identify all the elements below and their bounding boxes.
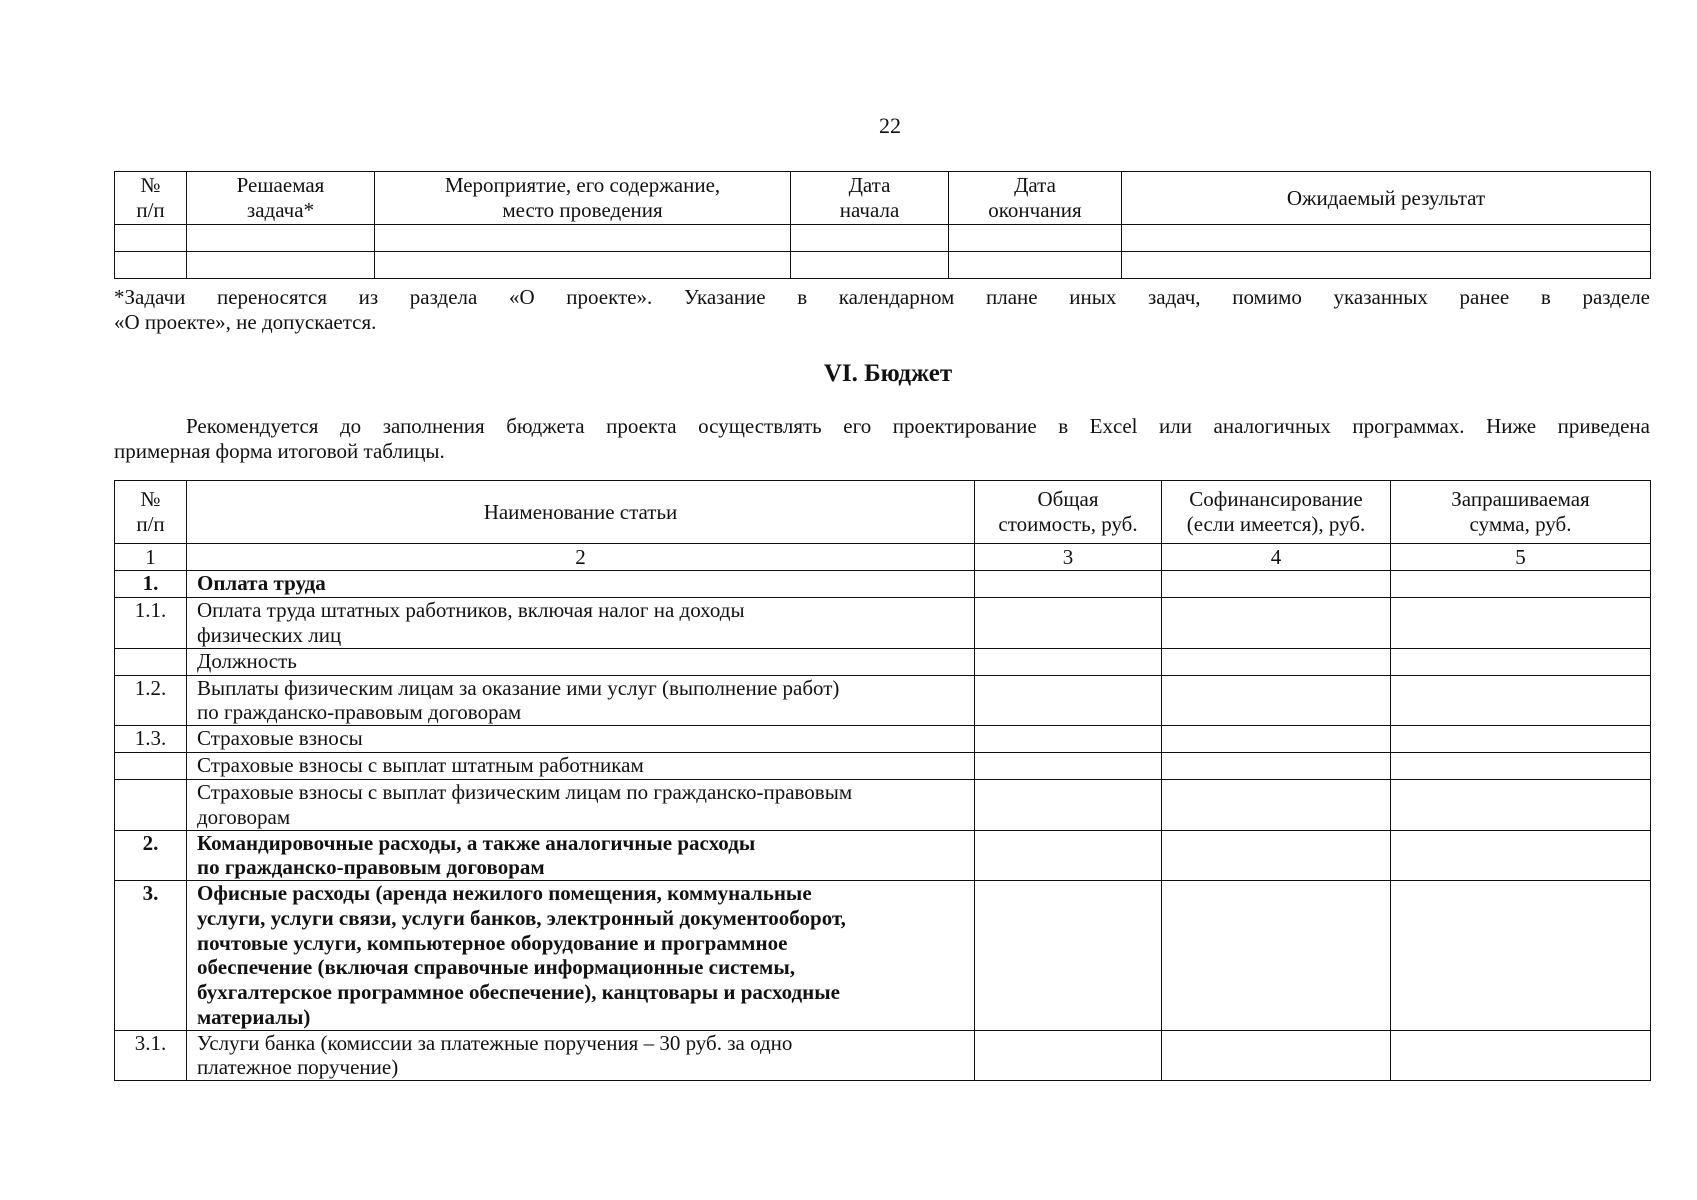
budget-header-cell: Запрашиваемая сумма, руб.: [1391, 481, 1651, 544]
budget-item-name: Оплата труда: [187, 571, 975, 598]
budget-cofinancing-cell: [1162, 598, 1391, 649]
budget-requested-cell: [1391, 780, 1651, 831]
intro-paragraph: [114, 414, 1650, 464]
footnote-line: «О проекте», не допускается.: [114, 309, 377, 334]
budget-row-number: [115, 648, 187, 675]
budget-cofinancing-cell: [1162, 780, 1391, 831]
budget-total-cost-cell: [975, 1030, 1162, 1081]
budget-row: [115, 881, 1651, 1031]
calendar-plan-table: [114, 171, 1651, 279]
budget-table: [114, 480, 1651, 1081]
budget-cofinancing-cell: [1162, 726, 1391, 753]
budget-header-cell: Софинансирование (если имеется), руб.: [1162, 481, 1391, 544]
budget-item-name: Услуги банка (комиссии за платежные поручения – 30 руб. за одно платежное поручение): [187, 1030, 975, 1081]
budget-item-name: Офисные расходы (аренда нежилого помещения, коммунальные услуги, услуги связи, услуги банков, электронный документооборот, почтовые услуги, компьютерное оборудование и программное обеспечение (включая справочные информационные системы, бухгалтерское программное обеспечение), канцтовары и расходные материалы): [187, 881, 975, 1031]
budget-cofinancing-cell: [1162, 830, 1391, 881]
budget-row: [115, 780, 1651, 831]
budget-row-number: [115, 753, 187, 780]
plan-cell: [187, 225, 375, 252]
budget-row: [115, 648, 1651, 675]
budget-total-cost-cell: [975, 753, 1162, 780]
plan-header-cell: Дата окончания: [949, 172, 1122, 225]
budget-row-number: 1.2.: [115, 675, 187, 726]
budget-item-name: Страховые взносы: [187, 726, 975, 753]
budget-cofinancing-cell: [1162, 881, 1391, 1031]
budget-item-name: Выплаты физическим лицам за оказание ими услуг (выполнение работ) по гражданско-правовым договорам: [187, 675, 975, 726]
budget-total-cost-cell: [975, 675, 1162, 726]
plan-header-cell: № п/п: [115, 172, 187, 225]
budget-total-cost-cell: [975, 881, 1162, 1031]
plan-cell: [949, 225, 1122, 252]
budget-requested-cell: [1391, 726, 1651, 753]
plan-cell: [791, 252, 949, 279]
intro-line: Рекомендуется до заполнения бюджета проекта осуществлять его проектирование в Excel или аналогичных программах. Ниже приведена: [186, 414, 1650, 438]
budget-row-number: 1.3.: [115, 726, 187, 753]
plan-cell: [791, 225, 949, 252]
footnote: [114, 285, 1650, 335]
budget-row-number: 1.1.: [115, 598, 187, 649]
plan-cell: [115, 252, 187, 279]
budget-item-name: Командировочные расходы, а также аналогичные расходы по гражданско-правовым договорам: [187, 830, 975, 881]
budget-requested-cell: [1391, 598, 1651, 649]
budget-cofinancing-cell: [1162, 571, 1391, 598]
budget-row: [115, 675, 1651, 726]
column-number-row: [115, 544, 1651, 571]
budget-total-cost-cell: [975, 780, 1162, 831]
budget-item-name: Должность: [187, 648, 975, 675]
footnote-line: *Задачи переносятся из раздела «О проекте». Указание в календарном плане иных задач, помимо указанных ранее в разделе: [114, 285, 1650, 309]
budget-row-number: 2.: [115, 830, 187, 881]
plan-header-cell: Дата начала: [791, 172, 949, 225]
budget-total-cost-cell: [975, 648, 1162, 675]
budget-item-name: Страховые взносы с выплат физическим лицам по гражданско-правовым договорам: [187, 780, 975, 831]
budget-item-name: Оплата труда штатных работников, включая налог на доходы физических лиц: [187, 598, 975, 649]
budget-row: [115, 830, 1651, 881]
budget-row-number: 1.: [115, 571, 187, 598]
budget-requested-cell: [1391, 881, 1651, 1031]
plan-header-cell: Ожидаемый результат: [1122, 172, 1651, 225]
plan-empty-row: [115, 225, 1651, 252]
plan-header-row: [115, 172, 1651, 225]
budget-header-cell: Наименование статьи: [187, 481, 975, 544]
budget-total-cost-cell: [975, 726, 1162, 753]
plan-header-cell: Мероприятие, его содержание, место проведения: [375, 172, 791, 225]
plan-empty-row: [115, 252, 1651, 279]
budget-row: [115, 1030, 1651, 1081]
budget-requested-cell: [1391, 830, 1651, 881]
plan-header-cell: Решаемая задача*: [187, 172, 375, 225]
plan-cell: [187, 252, 375, 279]
budget-cofinancing-cell: [1162, 1030, 1391, 1081]
intro-line: примерная форма итоговой таблицы.: [114, 438, 445, 463]
budget-row-number: 3.1.: [115, 1030, 187, 1081]
budget-requested-cell: [1391, 753, 1651, 780]
budget-header-row: [115, 481, 1651, 544]
column-number-cell: 5: [1391, 544, 1651, 571]
budget-header-cell: № п/п: [115, 481, 187, 544]
budget-requested-cell: [1391, 675, 1651, 726]
budget-requested-cell: [1391, 1030, 1651, 1081]
budget-row-number: 3.: [115, 881, 187, 1031]
section-title: VI. Бюджет: [823, 360, 953, 387]
budget-header-cell: Общая стоимость, руб.: [975, 481, 1162, 544]
plan-cell: [375, 225, 791, 252]
budget-row-number: [115, 780, 187, 831]
plan-cell: [375, 252, 791, 279]
page-number: 22: [879, 113, 901, 138]
budget-total-cost-cell: [975, 598, 1162, 649]
budget-requested-cell: [1391, 571, 1651, 598]
budget-cofinancing-cell: [1162, 648, 1391, 675]
plan-cell: [115, 225, 187, 252]
budget-cofinancing-cell: [1162, 675, 1391, 726]
budget-total-cost-cell: [975, 830, 1162, 881]
plan-cell: [949, 252, 1122, 279]
budget-item-name: Страховые взносы с выплат штатным работникам: [187, 753, 975, 780]
budget-row: [115, 753, 1651, 780]
budget-row: [115, 598, 1651, 649]
column-number-cell: 4: [1162, 544, 1391, 571]
budget-cofinancing-cell: [1162, 753, 1391, 780]
budget-requested-cell: [1391, 648, 1651, 675]
budget-row: [115, 571, 1651, 598]
column-number-cell: 1: [115, 544, 187, 571]
budget-row: [115, 726, 1651, 753]
plan-cell: [1122, 252, 1651, 279]
column-number-cell: 2: [187, 544, 975, 571]
budget-total-cost-cell: [975, 571, 1162, 598]
plan-cell: [1122, 225, 1651, 252]
column-number-cell: 3: [975, 544, 1162, 571]
